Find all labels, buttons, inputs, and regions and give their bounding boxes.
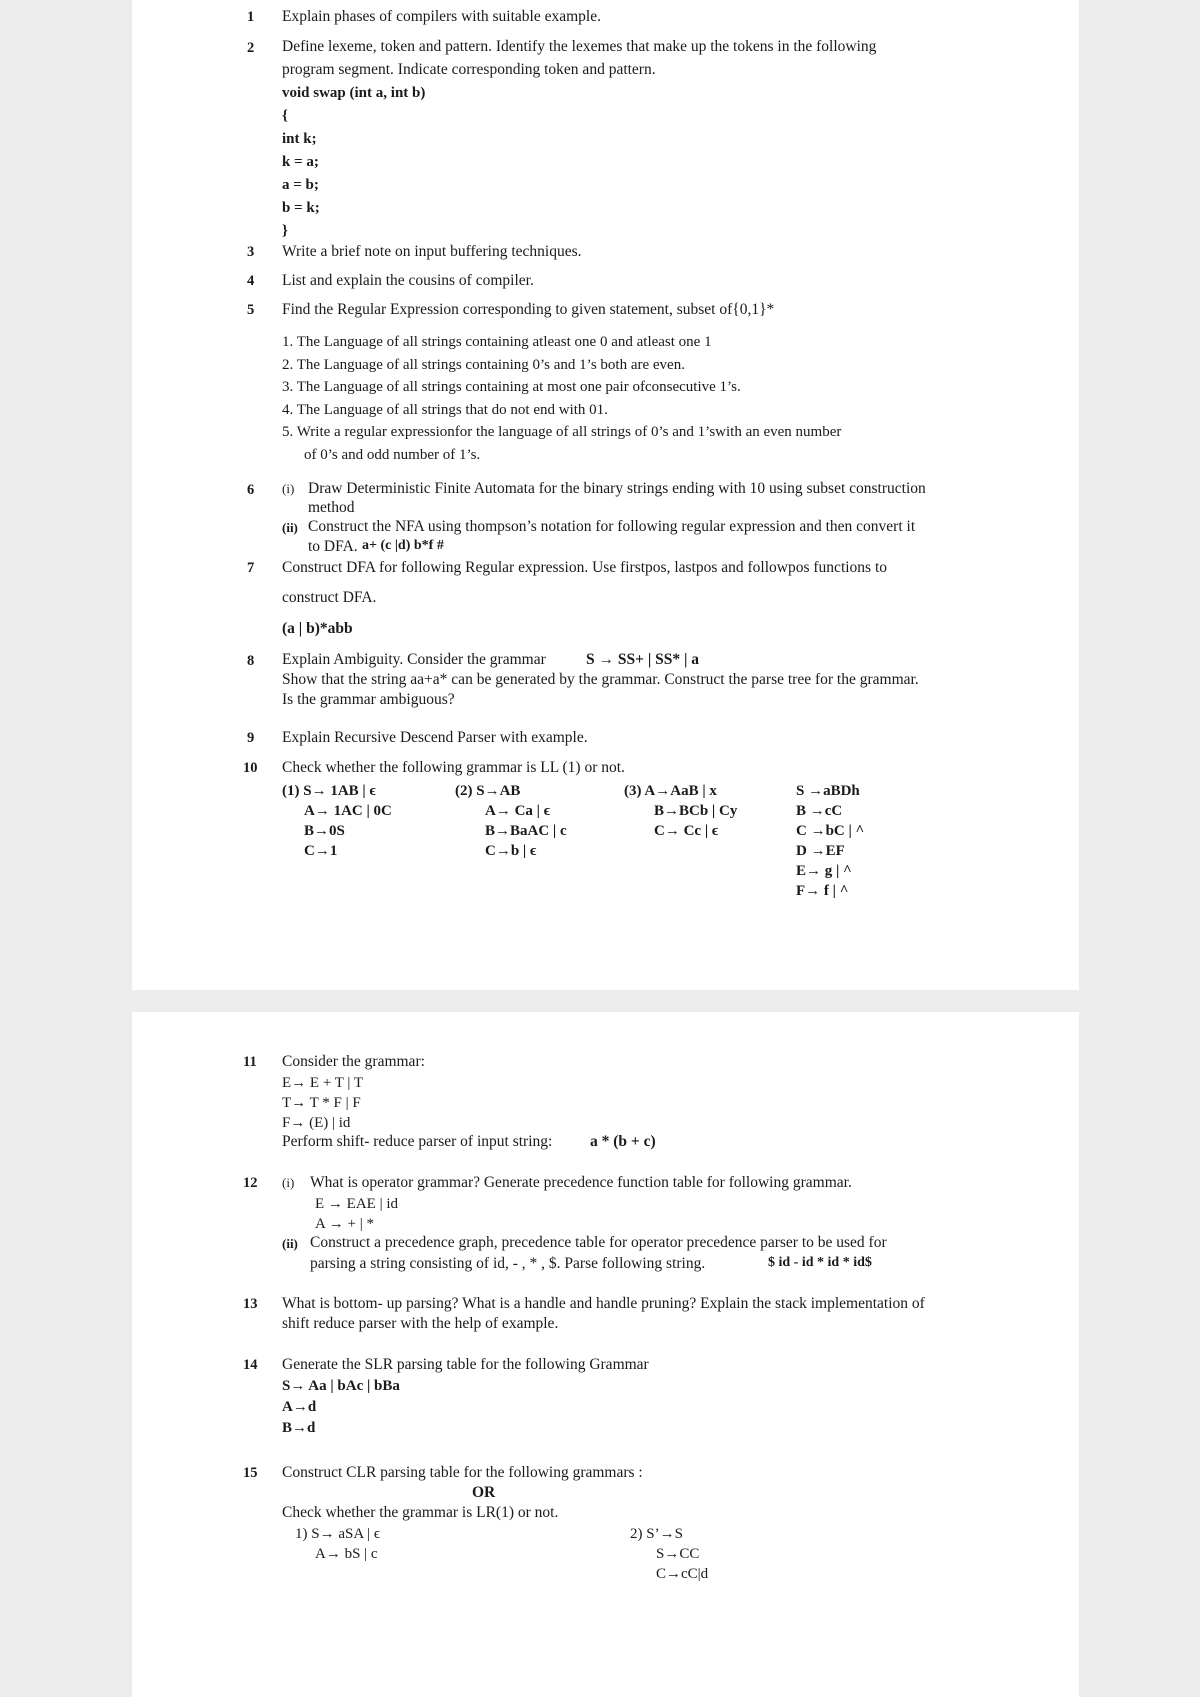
question-number: 14 <box>243 1357 258 1373</box>
grammar-1 <box>295 1524 380 1564</box>
question-1-text: Explain phases of compilers with suitable example. <box>282 8 601 25</box>
list-item: of 0’s and odd number of 1’s. <box>304 446 481 463</box>
question-number: 10 <box>243 760 258 776</box>
question-number: 4 <box>247 273 255 289</box>
grammar-rules <box>282 1073 363 1133</box>
grammar-rule: S →aBDh <box>796 783 860 799</box>
grammar-rule: A→d <box>282 1399 317 1415</box>
grammar-1 <box>282 781 392 861</box>
code-line: void swap (int a, int b) <box>282 85 426 101</box>
grammar-rule: A→ Ca | ϵ <box>485 803 551 819</box>
question-number: 6 <box>247 482 255 498</box>
grammar-rule: B→0S <box>304 823 345 839</box>
question-6-line: Construct the NFA using thompson’s notation for following regular expression and then convert it <box>308 518 916 535</box>
grammar-rule: A→ bS | c <box>315 1546 378 1562</box>
question-4-text: List and explain the cousins of compiler. <box>282 272 534 289</box>
question-8-line: Explain Ambiguity. Consider the grammar <box>282 651 546 668</box>
grammar-rules <box>282 1376 400 1439</box>
list-item: 4. The Language of all strings that do not end with 01. <box>282 401 608 418</box>
page-2 <box>132 1012 1079 1697</box>
grammar-rule: B→BCb | Cy <box>654 803 738 819</box>
list-item: 2. The Language of all strings containing 0’s and 1’s both are even. <box>282 356 685 373</box>
question-number: 13 <box>243 1296 258 1312</box>
question-3-text: Write a brief note on input buffering techniques. <box>282 243 582 260</box>
question-7-line: construct DFA. <box>282 589 377 606</box>
grammar-4 <box>796 781 864 901</box>
question-15-line: Check whether the grammar is LR(1) or not. <box>282 1504 559 1521</box>
subpart-marker: (i) <box>282 481 295 496</box>
or-label: OR <box>472 1484 496 1501</box>
regex-expression: (a | b)*abb <box>282 620 353 637</box>
question-10-text: Check whether the following grammar is LL (1) or not. <box>282 759 625 776</box>
question-number: 11 <box>243 1054 257 1070</box>
question-number: 7 <box>247 560 255 576</box>
question-15-text: Construct CLR parsing table for the following grammars : <box>282 1464 643 1481</box>
grammar-rule: A → + | * <box>315 1216 374 1232</box>
grammar-rule: S→ Aa | bAc | bBa <box>282 1378 400 1394</box>
code-line: b = k; <box>282 200 320 216</box>
q5-list <box>282 331 841 466</box>
question-number: 1 <box>247 9 255 25</box>
grammar-rule: F→ f | ^ <box>796 883 849 899</box>
question-number: 2 <box>247 40 255 56</box>
grammar-rule: B→d <box>282 1420 316 1436</box>
question-12-line: parsing a string consisting of id, - , * , $. Parse following string. <box>310 1255 706 1272</box>
code-line: { <box>282 108 288 124</box>
question-2-line: Define lexeme, token and pattern. Identify the lexemes that make up the tokens in the following <box>282 38 877 55</box>
grammar-rule: S → SS+ | SS* | a <box>586 651 700 668</box>
grammar-3 <box>624 781 737 841</box>
question-11-line: Perform shift- reduce parser of input string: <box>282 1133 553 1150</box>
grammar-rule: E → EAE | id <box>315 1196 398 1212</box>
question-8-line: Show that the string aa+a* can be generated by the grammar. Construct the parse tree for the grammar. <box>282 671 919 688</box>
grammar-rule: B →cC <box>796 803 843 819</box>
question-2-line: program segment. Indicate corresponding token and pattern. <box>282 61 656 78</box>
code-block <box>282 82 425 243</box>
grammar-rule: (1) S→ 1AB | ϵ <box>282 783 376 799</box>
question-number: 3 <box>247 244 255 260</box>
grammar-rule: C →bC | ^ <box>796 823 865 839</box>
grammar-rule: 1) S→ aSA | ϵ <box>295 1526 380 1542</box>
question-6-line: method <box>308 499 355 516</box>
list-item: 1. The Language of all strings containing atleast one 0 and atleast one 1 <box>282 334 712 350</box>
input-string: $ id - id * id * id$ <box>768 1255 872 1270</box>
grammar-rule: T→ T * F | F <box>282 1095 361 1111</box>
question-6-line: Draw Deterministic Finite Automata for the binary strings ending with 10 using subset construction <box>308 480 926 497</box>
question-12-line: Construct a precedence graph, precedence table for operator precedence parser to be used for <box>310 1234 887 1251</box>
grammar-rule: C→cC|d <box>656 1566 709 1582</box>
grammar-rule: D →EF <box>796 843 845 859</box>
grammar-rule: C→b | ϵ <box>485 843 537 859</box>
grammar-2 <box>455 781 567 861</box>
question-7-line: Construct DFA for following Regular expression. Use firstpos, lastpos and followpos functions to <box>282 559 888 576</box>
input-string: a * (b + c) <box>590 1133 656 1150</box>
subpart-marker: (i) <box>282 1175 295 1190</box>
subpart-marker: (ii) <box>282 520 298 535</box>
grammar-rule: S→CC <box>656 1546 700 1562</box>
question-14-text: Generate the SLR parsing table for the following Grammar <box>282 1356 649 1373</box>
code-line: } <box>282 223 288 239</box>
question-number: 5 <box>247 302 255 318</box>
question-13-line: What is bottom- up parsing? What is a handle and handle pruning? Explain the stack implementation of <box>282 1295 925 1312</box>
regex-expression: a+ (c |d) b*f # <box>362 538 444 553</box>
grammar-rule: E→ E + T | T <box>282 1075 364 1091</box>
grammar-rule: C→1 <box>304 843 338 859</box>
question-number: 12 <box>243 1175 258 1191</box>
grammar-rule: C→ Cc | ϵ <box>654 823 719 839</box>
code-line: int k; <box>282 131 317 147</box>
grammar-rules <box>315 1194 398 1234</box>
list-item: 3. The Language of all strings containing at most one pair ofconsecutive 1’s. <box>282 379 741 395</box>
question-number: 8 <box>247 653 255 669</box>
list-item: 5. Write a regular expressionfor the language of all strings of 0’s and 1’swith an even number <box>282 424 842 440</box>
question-number: 9 <box>247 730 255 746</box>
grammar-rule: F→ (E) | id <box>282 1115 351 1131</box>
question-12-line: What is operator grammar? Generate precedence function table for following grammar. <box>310 1174 852 1191</box>
grammar-2 <box>630 1524 708 1584</box>
question-6-line: to DFA. <box>308 538 358 555</box>
question-8-line: Is the grammar ambiguous? <box>282 691 455 708</box>
grammar-rule: (2) S→AB <box>455 783 521 799</box>
grammar-rule: B→BaAC | c <box>485 823 567 839</box>
question-11-text: Consider the grammar: <box>282 1053 425 1070</box>
grammar-rule: E→ g | ^ <box>796 863 852 879</box>
code-line: a = b; <box>282 177 319 193</box>
code-line: k = a; <box>282 154 319 170</box>
grammar-rule: 2) S’→S <box>630 1526 683 1542</box>
question-5-text: Find the Regular Expression corresponding to given statement, subset of{0,1}* <box>282 301 775 318</box>
question-13-line: shift reduce parser with the help of example. <box>282 1315 559 1332</box>
question-9-text: Explain Recursive Descend Parser with example. <box>282 729 588 746</box>
grammar-rule: (3) A→AaB | x <box>624 783 717 799</box>
grammar-rule: A→ 1AC | 0C <box>304 803 392 819</box>
question-number: 15 <box>243 1465 258 1481</box>
subpart-marker: (ii) <box>282 1236 298 1251</box>
